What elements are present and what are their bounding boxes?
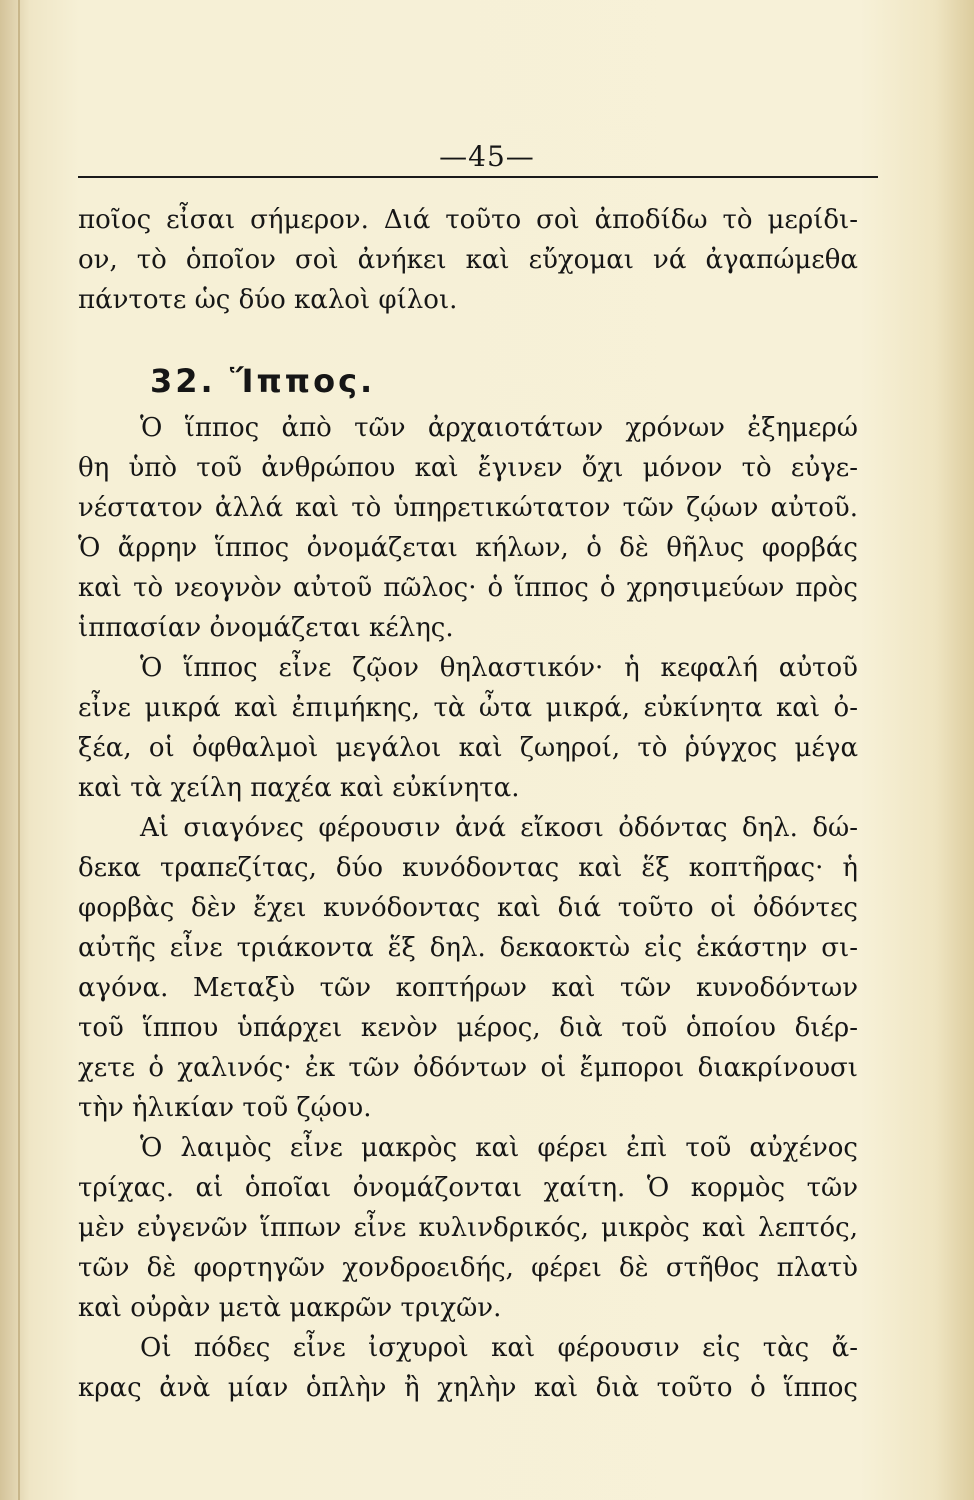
- text-line: ον, τὸ ὁποῖον σοὶ ἀνήκει καὶ εὔχομαι νά ἀγαπώμεθα: [78, 245, 858, 275]
- text-line: κρας ἀνὰ μίαν ὁπλὴν ἢ χηλὴν καὶ διὰ τοῦτο ὁ ἵππος: [78, 1373, 858, 1403]
- header-rule: [78, 176, 878, 178]
- body-text: [78, 408, 858, 1408]
- text-line: μὲν εὐγενῶν ἵππων εἶνε κυλινδρικός, μικρὸς καὶ λεπτός,: [78, 1213, 858, 1243]
- text-line: νέστατον ἀλλά καὶ τὸ ὑπηρετικώτατον τῶν ζῴων αὐτοῦ.: [78, 493, 858, 523]
- text-line: ξέα, οἱ ὀφθαλμοὶ μεγάλοι καὶ ζωηροί, τὸ ῥύγχος μέγα: [78, 733, 858, 763]
- paragraph-1: [78, 408, 858, 648]
- page-number: —45—: [439, 140, 535, 173]
- paragraph-2: [78, 648, 858, 808]
- text-line: Ὁ λαιμὸς εἶνε μακρὸς καὶ φέρει ἐπὶ τοῦ αὐχένος: [140, 1133, 858, 1163]
- text-line: τὴν ἡλικίαν τοῦ ζῴου.: [78, 1093, 372, 1123]
- text-line: ποῖος εἶσαι σήμερον. Διά τοῦτο σοὶ ἀποδίδω τὸ μερίδι-: [78, 205, 858, 235]
- text-line: φορβὰς δὲν ἔχει κυνόδοντας καὶ διά τοῦτο οἱ ὀδόντες: [78, 893, 858, 923]
- text-line: Αἱ σιαγόνες φέρουσιν ἀνά εἴκοσι ὀδόντας δηλ. δώ-: [140, 813, 858, 843]
- text-line: δεκα τραπεζίτας, δύο κυνόδοντας καὶ ἕξ κοπτῆρας· ἡ: [78, 853, 858, 883]
- section-heading: 32. Ἵππος.: [150, 362, 376, 400]
- paragraph-4: [78, 1128, 858, 1328]
- text-line: Ὁ ἵππος εἶνε ζῷον θηλαστικόν· ἡ κεφαλή αὐτοῦ: [140, 653, 858, 683]
- text-line: Ὁ ἵππος ἀπὸ τῶν ἀρχαιοτάτων χρόνων ἐξημερώ: [140, 413, 858, 443]
- text-line: ἱππασίαν ὀνομάζεται κέλης.: [78, 613, 454, 643]
- text-line: αγόνα. Μεταξὺ τῶν κοπτήρων καὶ τῶν κυνοδόντων: [78, 973, 858, 1003]
- text-line: πάντοτε ὡς δύο καλοὶ φίλοι.: [78, 285, 458, 315]
- text-line: τῶν δὲ φορτηγῶν χονδροειδής, φέρει δὲ στῆθος πλατὺ: [78, 1253, 858, 1283]
- text-line: εἶνε μικρά καὶ ἐπιμήκης, τὰ ὦτα μικρά, εὐκίνητα καὶ ὀ-: [78, 693, 858, 723]
- text-line: τρίχας. αἱ ὁποῖαι ὀνομάζονται χαίτη. Ὁ κορμὸς τῶν: [78, 1173, 858, 1203]
- text-line: καὶ οὐρὰν μετὰ μακρῶν τριχῶν.: [78, 1293, 502, 1323]
- top-text-block: [78, 200, 858, 320]
- page-binding-edge: [18, 0, 20, 1500]
- paragraph-3: [78, 808, 858, 1128]
- text-line: καὶ τὰ χείλη παχέα καὶ εὐκίνητα.: [78, 773, 520, 803]
- paragraph-5: [78, 1328, 858, 1408]
- text-line: καὶ τὸ νεογνὸν αὐτοῦ πῶλος· ὁ ἵππος ὁ χρησιμεύων πρὸς: [78, 573, 858, 603]
- text-line: τοῦ ἵππου ὑπάρχει κενὸν μέρος, διὰ τοῦ ὁποίου διέρ-: [78, 1013, 858, 1043]
- text-line: Ὁ ἄρρην ἵππος ὀνομάζεται κήλων, ὁ δὲ θῆλυς φορβάς: [78, 533, 858, 563]
- text-line: χετε ὁ χαλινός· ἐκ τῶν ὀδόντων οἱ ἔμποροι διακρίνουσι: [78, 1053, 858, 1083]
- text-line: αὐτῆς εἶνε τριάκοντα ἕξ δηλ. δεκαοκτὼ εἰς ἑκάστην σι-: [78, 933, 858, 963]
- text-line: Οἱ πόδες εἶνε ἰσχυροὶ καὶ φέρουσιν εἰς τὰς ἄ-: [140, 1333, 858, 1363]
- text-line: θη ὑπὸ τοῦ ἀνθρώπου καὶ ἔγινεν ὄχι μόνον τὸ εὐγε-: [78, 453, 858, 483]
